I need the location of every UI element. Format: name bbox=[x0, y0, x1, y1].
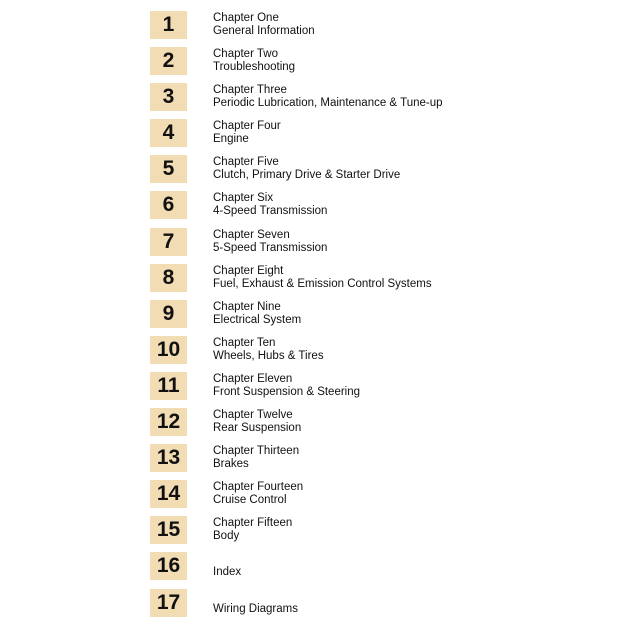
chapter-number-tab[interactable]: 4 bbox=[150, 119, 187, 147]
toc-row[interactable] bbox=[0, 47, 632, 83]
chapter-text bbox=[213, 481, 303, 507]
chapter-number-tab[interactable]: 12 bbox=[150, 408, 187, 436]
chapter-label: Chapter Twelve bbox=[213, 409, 293, 422]
toc-row[interactable] bbox=[0, 589, 632, 625]
chapter-label: Chapter Six bbox=[213, 192, 274, 205]
toc-row[interactable] bbox=[0, 336, 632, 372]
chapter-title[interactable]: Rear Suspension bbox=[213, 422, 302, 435]
chapter-text bbox=[213, 84, 443, 110]
chapter-number-tab[interactable]: 14 bbox=[150, 480, 187, 508]
chapter-text bbox=[213, 265, 432, 291]
toc-row[interactable] bbox=[0, 444, 632, 480]
chapter-label: Chapter Ten bbox=[213, 336, 276, 349]
chapter-number-tab[interactable]: 9 bbox=[150, 300, 187, 328]
chapter-text bbox=[213, 603, 298, 616]
chapter-number-tab[interactable]: 3 bbox=[150, 83, 187, 111]
chapter-label: Chapter Thirteen bbox=[213, 445, 300, 458]
chapter-label: Chapter Eight bbox=[213, 264, 284, 277]
chapter-title[interactable]: Clutch, Primary Drive & Starter Drive bbox=[213, 169, 401, 182]
chapter-title[interactable]: 5-Speed Transmission bbox=[213, 241, 328, 254]
chapter-number-tab[interactable]: 1 bbox=[150, 11, 187, 39]
chapter-label: Chapter One bbox=[213, 12, 279, 24]
toc-row[interactable] bbox=[0, 408, 632, 444]
toc-row[interactable] bbox=[0, 264, 632, 300]
chapter-title[interactable]: Body bbox=[213, 530, 240, 543]
chapter-title[interactable]: Index bbox=[213, 566, 242, 579]
chapter-title[interactable]: General Information bbox=[213, 25, 315, 37]
chapter-title[interactable]: Fuel, Exhaust & Emission Control Systems bbox=[213, 277, 432, 290]
chapter-number-tab[interactable]: 2 bbox=[150, 47, 187, 75]
chapter-title[interactable]: Wheels, Hubs & Tires bbox=[213, 349, 324, 362]
chapter-number-tab[interactable]: 8 bbox=[150, 264, 187, 292]
chapter-text bbox=[213, 566, 241, 579]
chapter-number-tab[interactable]: 17 bbox=[150, 589, 187, 617]
chapter-title[interactable]: Brakes bbox=[213, 458, 249, 471]
toc-row[interactable] bbox=[0, 480, 632, 516]
chapter-number-tab[interactable]: 5 bbox=[150, 155, 187, 183]
chapter-label: Chapter Eleven bbox=[213, 372, 293, 385]
chapter-title[interactable]: Front Suspension & Steering bbox=[213, 385, 361, 398]
chapter-title[interactable]: Cruise Control bbox=[213, 494, 287, 507]
chapter-title[interactable]: Engine bbox=[213, 133, 249, 146]
chapter-title[interactable]: Troubleshooting bbox=[213, 61, 296, 74]
chapter-text bbox=[213, 445, 299, 471]
chapter-text bbox=[213, 409, 301, 435]
chapter-number-tab[interactable]: 11 bbox=[150, 372, 187, 400]
chapter-text bbox=[213, 373, 360, 399]
chapter-number-tab[interactable]: 10 bbox=[150, 336, 187, 364]
chapter-label: Chapter Five bbox=[213, 156, 279, 169]
chapter-text bbox=[213, 301, 301, 327]
toc-row[interactable] bbox=[0, 155, 632, 191]
chapter-title[interactable]: Wiring Diagrams bbox=[213, 602, 298, 615]
chapter-label: Chapter Fifteen bbox=[213, 517, 293, 530]
toc-row[interactable] bbox=[0, 516, 632, 552]
toc-row[interactable] bbox=[0, 228, 632, 264]
chapter-text bbox=[213, 12, 315, 38]
chapter-label: Chapter Fourteen bbox=[213, 481, 304, 494]
chapter-title[interactable]: Periodic Lubrication, Maintenance & Tune-up bbox=[213, 97, 443, 110]
toc-row[interactable] bbox=[0, 300, 632, 336]
chapter-number-tab[interactable]: 13 bbox=[150, 444, 187, 472]
toc-row[interactable] bbox=[0, 83, 632, 119]
chapter-number-tab[interactable]: 15 bbox=[150, 516, 187, 544]
chapter-number-tab[interactable]: 7 bbox=[150, 228, 187, 256]
chapter-text bbox=[213, 337, 324, 363]
chapter-label: Chapter Nine bbox=[213, 300, 281, 313]
chapter-label: Chapter Seven bbox=[213, 228, 290, 241]
chapter-text bbox=[213, 517, 292, 543]
chapter-title[interactable]: Electrical System bbox=[213, 313, 302, 326]
chapter-label: Chapter Three bbox=[213, 84, 287, 97]
toc-row[interactable] bbox=[0, 552, 632, 588]
toc-row[interactable] bbox=[0, 191, 632, 227]
chapter-title[interactable]: 4-Speed Transmission bbox=[213, 205, 328, 218]
chapter-text bbox=[213, 48, 295, 74]
chapter-text bbox=[213, 229, 327, 255]
table-of-contents bbox=[0, 11, 632, 625]
chapter-text bbox=[213, 156, 400, 182]
chapter-label: Chapter Four bbox=[213, 120, 281, 133]
toc-row[interactable] bbox=[0, 119, 632, 155]
toc-row[interactable] bbox=[0, 372, 632, 408]
chapter-label: Chapter Two bbox=[213, 48, 278, 61]
chapter-number-tab[interactable]: 16 bbox=[150, 552, 187, 580]
toc-row[interactable] bbox=[0, 11, 632, 47]
chapter-number-tab[interactable]: 6 bbox=[150, 191, 187, 219]
chapter-text bbox=[213, 120, 281, 146]
chapter-text bbox=[213, 192, 327, 218]
